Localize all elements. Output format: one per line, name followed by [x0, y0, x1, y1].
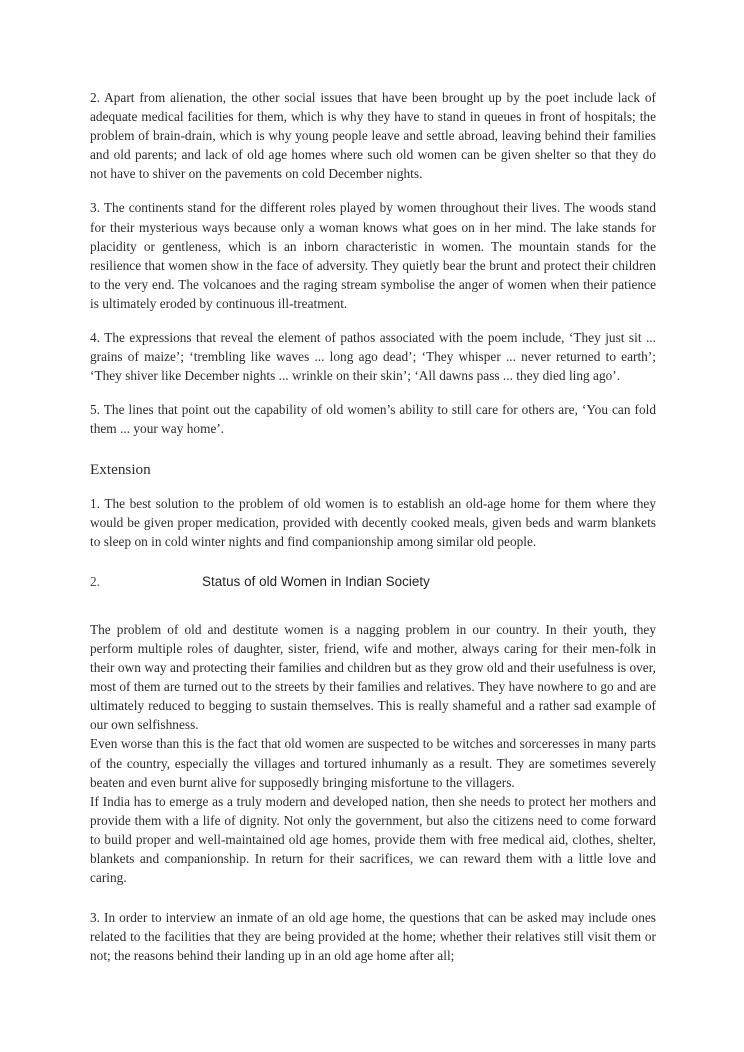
- essay-paragraph-1: The problem of old and destitute women is a nagging problem in our country. In their youth, they perform multiple roles of daughter, sister, friend, wife and mother, always caring for their men-folk in their own way and protecting their families and children but as they grow old and their usefulness is over, most of them are turned out to the streets by their families and relatives. They have nowhere to go and are ultimately reduced to begging to sustain themselves. This is really shameful and a rather sad example of our own selfishness.: [90, 621, 656, 733]
- answer-paragraph-2: 2. Apart from alienation, the other social issues that have been brought up by the poet include lack of adequate medical facilities for them, which is why they have to stand in queues in front of hospitals; the problem of brain-drain, which is why young people leave and settle abroad, leaving behind their families and old parents; and lack of old age homes where such old women can be given shelter so that they do not have to shiver on the pavements on cold December nights.: [90, 90, 656, 182]
- extension-item-2-title-row: [90, 572, 656, 592]
- essay-title: Status of old Women in Indian Society: [202, 573, 430, 589]
- essay-body-spacer: [90, 608, 656, 620]
- extension-item-2-number: 2.: [90, 573, 100, 589]
- document-text-column: [90, 88, 656, 980]
- answer-paragraph-5: 5. The lines that point out the capability of old women’s ability to still care for others are, ‘You can fold them ... your way home’.: [90, 402, 656, 437]
- essay-paragraph-3: If India has to emerge as a truly modern and developed nation, then she needs to protect her mothers and provide them with a life of dignity. Not only the government, but also the citizens need to come forward to build proper and well-maintained old age homes, provide them with free medical aid, clothes, shelter, blankets and companionship. In return for their sacrifices, we can reward them with a little love and caring.: [90, 793, 656, 886]
- extension-item-1: 1. The best solution to the problem of old women is to establish an old-age home for them where they would be given proper medication, provided with decently cooked meals, given beds and warm blankets to sleep on in cold winter nights and find companionship among similar old people.: [90, 495, 656, 549]
- extension-section-heading: Extension: [90, 460, 151, 478]
- essay-paragraph-2: Even worse than this is the fact that old women are suspected to be witches and sorceresses in many parts of the country, especially the villages and tortured inhumanly as a result. They are sometimes severely beaten and even burnt alive for supposedly bringing misfortune to the villagers.: [90, 736, 656, 790]
- answer-paragraph-3: 3. The continents stand for the different roles played by women throughout their lives. The woods stand for their mysterious ways because only a woman knows what goes on in her mind. The lake stands for placidity or gentleness, which is an inborn characteristic in women. The mountain stands for the resilience that women show in the face of adversity. They quietly bear the brunt and protect their children to the very end. The volcanoes and the raging stream symbolise the anger of women when their patience is ultimately eroded by continuous ill-treatment.: [90, 200, 656, 311]
- answer-paragraph-4: 4. The expressions that reveal the element of pathos associated with the poem include, ‘They just sit ... grains of maize’; ‘trembling like waves ... long ago dead’; ‘They whisper ... never returned to earth’; ‘They shiver like December nights ... wrinkle on their skin’; ‘All dawns pass ... they died ling ago’.: [90, 330, 656, 384]
- extension-item-3: 3. In order to interview an inmate of an old age home, the questions that can be asked may include ones related to the facilities that they are being provided at the home; whether their relatives still visit them or not; the reasons behind their landing up in an old age home after all;: [90, 910, 656, 964]
